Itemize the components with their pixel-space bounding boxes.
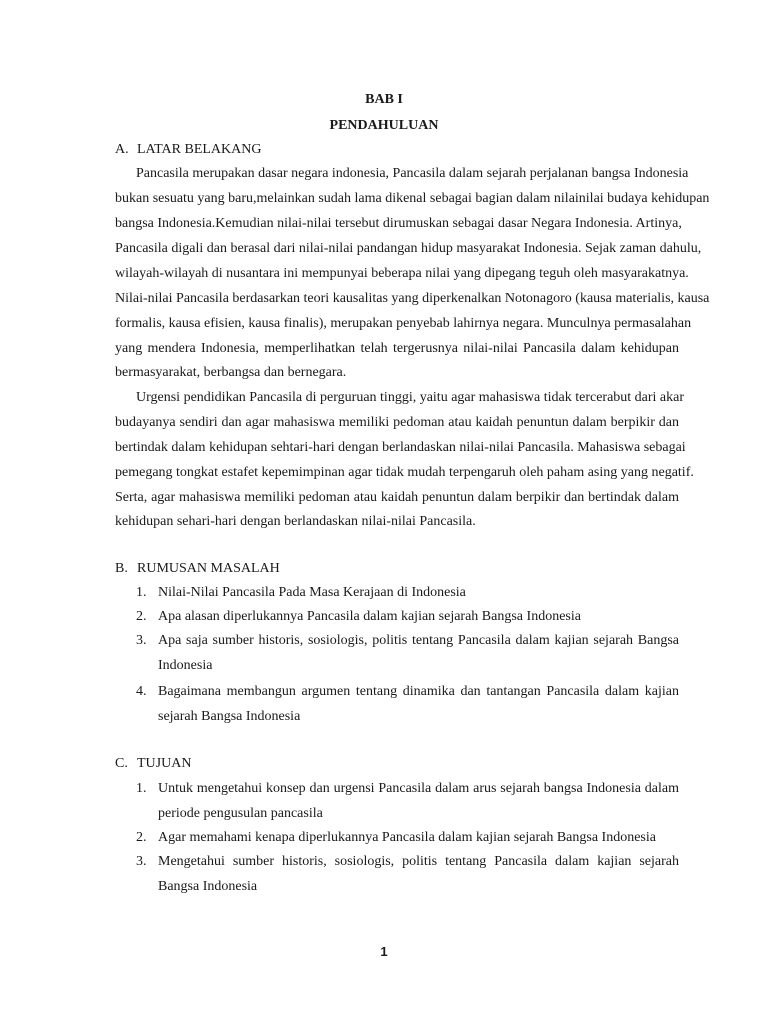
list-text: Apa alasan diperlukannya Pancasila dalam kajian sejarah Bangsa Indonesia [158, 609, 581, 624]
section-c-heading [115, 756, 191, 772]
paragraph-line: formalis, kausa efisien, kausa finalis), merupakan penyebab lahirnya negara. Munculnya permasalahan [115, 316, 692, 331]
list-number: 2. [136, 830, 147, 845]
list-text: Agar memahami kenapa diperlukannya Pancasila dalam kajian sejarah Bangsa Indonesia [158, 830, 656, 845]
list-number: 3. [136, 854, 147, 869]
list-number: 4. [136, 684, 147, 699]
paragraph-line: Pancasila merupakan dasar negara indonesia, Pancasila dalam sejarah perjalanan bangsa Indonesia [136, 166, 689, 181]
list-item [136, 609, 679, 625]
list-item [136, 633, 679, 649]
section-c-letter: C. [115, 756, 128, 771]
list-number: 1. [136, 781, 147, 796]
list-item [136, 585, 679, 601]
paragraph-line: kehidupan sehari-hari dengan berlandaskan nilai-nilai Pancasila. [115, 514, 476, 529]
paragraph-line: Urgensi pendidikan Pancasila di perguruan tinggi, yaitu agar mahasiswa tidak tercerabut dari akar [136, 390, 685, 405]
section-a-title: LATAR BELAKANG [137, 142, 262, 157]
list-item [136, 854, 679, 870]
paragraph-line: bangsa Indonesia.Kemudian nilai-nilai tersebut dirumuskan sebagai dasar Negara Indonesia. Artinya, [115, 216, 682, 231]
list-text: Nilai-Nilai Pancasila Pada Masa Kerajaan di Indonesia [158, 585, 466, 600]
list-text: Mengetahui sumber historis, sosiologis, politis tentang Pancasila dalam kajian sejarah [158, 854, 679, 869]
chapter-title: PENDAHULUAN [329, 118, 439, 133]
section-b-letter: B. [115, 561, 128, 576]
paragraph-line: pemegang tongkat estafet kepemimpinan agar tidak mudah terpengaruh oleh paham asing yang negatif. [115, 465, 694, 480]
list-item [136, 684, 679, 700]
section-c-title: TUJUAN [137, 756, 192, 771]
section-a-letter: A. [115, 142, 129, 157]
chapter-label: BAB I [365, 92, 403, 107]
list-item [136, 781, 679, 797]
list-text-continued: Bangsa Indonesia [158, 879, 258, 894]
paragraph-line: Serta, agar mahasiswa memiliki pedoman atau kaidah penuntun dalam berpikir dan bertindak dalam [115, 490, 679, 505]
paragraph-line: Nilai-nilai Pancasila berdasarkan teori kausalitas yang diperkenalkan Notonagoro (kausa materialis, kausa [115, 291, 710, 306]
paragraph-line: bermasyarakat, berbangsa dan bernegara. [115, 365, 347, 380]
paragraph-line: yang mendera Indonesia, memperlihatkan telah tergerusnya nilai-nilai Pancasila dalam kehidupan [115, 341, 679, 356]
list-text: Untuk mengetahui konsep dan urgensi Pancasila dalam arus sejarah bangsa Indonesia dalam [158, 781, 679, 796]
paragraph-line: wilayah-wilayah di nusantara ini mempunyai beberapa nilai yang dipegang teguh oleh masyarakatnya. [115, 266, 689, 281]
list-text: Bagaimana membangun argumen tentang dinamika dan tantangan Pancasila dalam kajian [158, 684, 679, 699]
paragraph-line: budayanya sendiri dan agar mahasiswa memiliki pedoman atau kaidah penuntun dalam berpikir dan [115, 415, 679, 430]
section-b-heading [115, 561, 280, 577]
page-number: 1 [380, 944, 388, 959]
list-text-continued: sejarah Bangsa Indonesia [158, 709, 301, 724]
paragraph-line: bukan sesuatu yang baru,melainkan sudah lama dikenal sebagai bagian dalam nilainilai budaya kehidupan [115, 191, 710, 206]
list-number: 1. [136, 585, 147, 600]
list-text: Apa saja sumber historis, sosiologis, politis tentang Pancasila dalam kajian sejarah Bangsa [158, 633, 679, 648]
list-text-continued: periode pengusulan pancasila [158, 806, 323, 821]
list-text-continued: Indonesia [158, 658, 213, 673]
list-item [136, 830, 679, 846]
section-b-title: RUMUSAN MASALAH [137, 561, 280, 576]
list-number: 2. [136, 609, 147, 624]
list-number: 3. [136, 633, 147, 648]
paragraph-line: Pancasila digali dan berasal dari nilai-nilai pandangan hidup masyarakat Indonesia. Sejak zaman dahulu, [115, 241, 702, 256]
paragraph-line: bertindak dalam kehidupan sehtari-hari dengan berlandaskan nilai-nilai Pancasila. Mahasiswa sebagai [115, 440, 686, 455]
section-a-heading [115, 142, 261, 158]
